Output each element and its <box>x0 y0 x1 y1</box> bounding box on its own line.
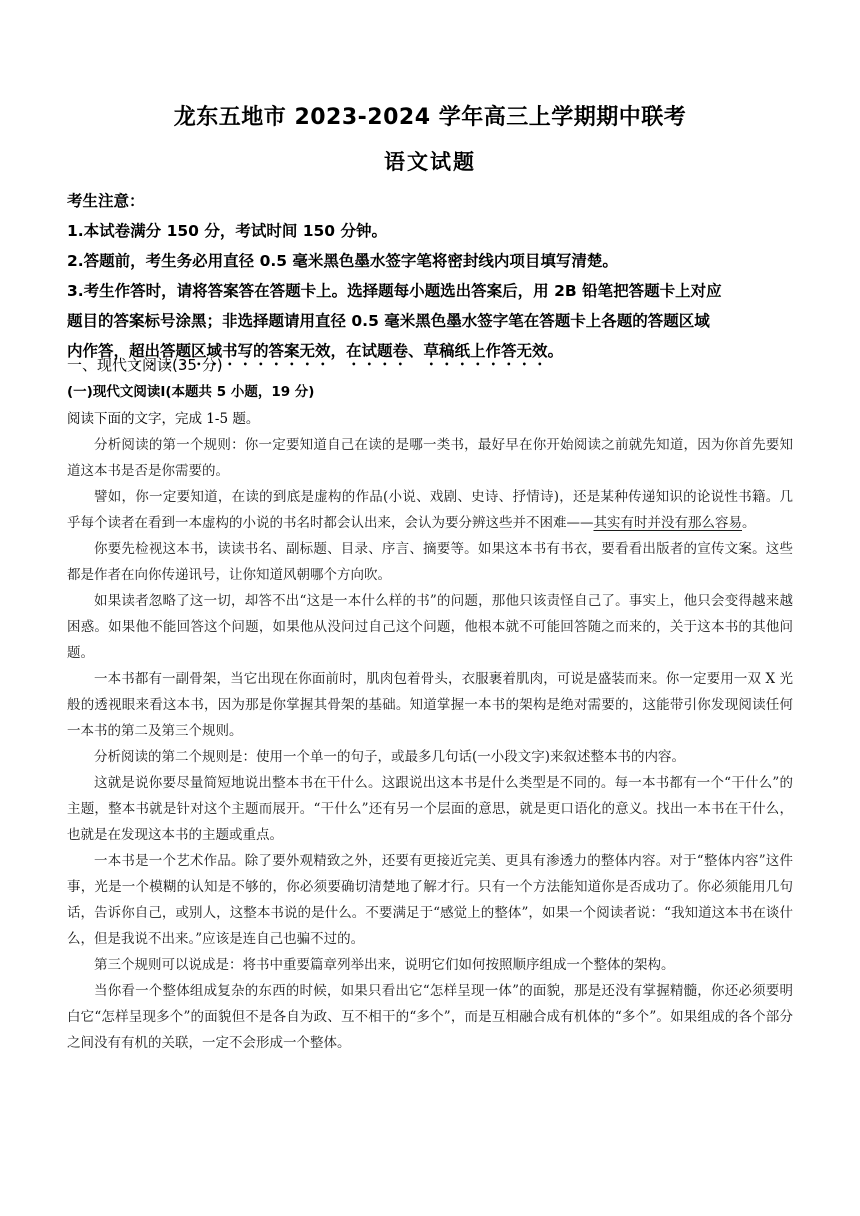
emphasized-text: 超出答题区域书写的答案无效 <box>129 342 331 360</box>
passage-paragraph: 分析阅读的第一个规则：你一定要知道自己在读的是哪一类书，最好早在你开始阅读之前就先知道，因为你首先要知道这本书是否是你需要的。 <box>67 437 793 479</box>
notice-item-2: 2.答题前，考生务必用直径 0.5 毫米黑色墨水签字笔将密封线内项目填写清楚。 <box>67 252 618 270</box>
notice-item-3-line-1: 3.考生作答时，请将答案答在答题卡上。选择题每小题选出答案后，用 2B 铅笔把答题卡上对应 <box>67 282 722 300</box>
notice-text: 内作答， <box>67 342 130 360</box>
passage-paragraph: 如果读者忽略了这一切，却答不出“这是一本什么样的书”的问题，那他只该责怪自己了。事实上，他只会变得越来越困惑。如果他不能回答这个问题，如果他从没问过自己这个问题，他根本就不可能回答随之而来的，关于这本书的其他问题。 <box>67 593 793 661</box>
passage-text: 。 <box>742 515 756 531</box>
underlined-text: 其实有时并没有那么容易 <box>593 515 742 531</box>
notice-text: ， <box>330 342 347 360</box>
passage-text: 譬如，你一定要知道，在读的到底是虚构的作品(小说、戏剧、史诗、抒情诗)，还是某种传递知识的论说性书籍。几乎每个读者在看到一本虚构的小说的书名时都会认出来，会认为要分辨这些并不困难—— <box>67 489 793 531</box>
notice-text: 。 <box>547 342 564 360</box>
notice-item-3-line-2: 题目的答案标号涂黑；非选择题请用直径 0.5 毫米黑色墨水签字笔在答题卡上各题的答题区域 <box>67 312 710 330</box>
passage-paragraph: 这就是说你要尽量简短地说出整本书在干什么。这跟说出这本书是什么类型是不同的。每一本书都有一个“干什么”的主题，整本书就是针对这个主题而展开。“干什么”还有另一个层面的意思，就是更口语化的意义。找出一本书在干什么，也就是在发现这本书的主题或重点。 <box>67 775 793 843</box>
reading-passage <box>67 432 793 1056</box>
reading-instruction: 阅读下面的文字，完成 1-5 题。 <box>67 411 260 427</box>
passage-paragraph: 一本书是一个艺术作品。除了要外观精致之外，还要有更接近完美、更具有渗透力的整体内容。对于“整体内容”这件事，光是一个模糊的认知是不够的，你必须要确切清楚地了解才行。只有一个方法能知道你是否成功了。你必须能用几句话，告诉你自己，或别人，这整本书说的是什么。不要满足于“感觉上的整体”，如果一个阅读者说：“我知道这本书在谈什么，但是我说不出来。”应该是连自己也骗不过的。 <box>67 853 793 947</box>
exam-title: 龙东五地市 2023-2024 学年高三上学期期中联考 <box>173 105 687 130</box>
passage-paragraph: 一本书都有一副骨架，当它出现在你面前时，肌肉包着骨头，衣服裹着肌肉，可说是盛装而来。你一定要用一双 X 光般的透视眼来看这本书，因为那是你掌握其骨架的基础。知道掌握一本书的架构是绝对需要的，这能带引你发现阅读任何一本书的第二及第三个规则。 <box>67 671 793 739</box>
notice-heading: 考生注意： <box>67 192 145 210</box>
notice-item-1: 1.本试卷满分 150 分，考试时间 150 分钟。 <box>67 222 387 240</box>
passage-paragraph: 分析阅读的第二个规则是：使用一个单一的句子，或最多几句话(一小段文字)来叙述整本书的内容。 <box>94 749 686 765</box>
section-heading: 一、现代文阅读(35 分) <box>67 356 223 374</box>
passage-paragraph: 第三个规则可以说成是：将书中重要篇章列举出来，说明它们如何按照顺序组成一个整体的架构。 <box>94 957 675 973</box>
passage-paragraph <box>67 484 793 536</box>
notice-block <box>67 186 793 366</box>
passage-paragraph: 你要先检视这本书，读读书名、副标题、目录、序言、摘要等。如果这本书有书衣，要看看出版者的宣传文案。这些都是作者在向你传递讯号，让你知道风朝哪个方向吹。 <box>67 541 793 583</box>
passage-paragraph: 当你看一个整体组成复杂的东西的时候，如果只看出它“怎样呈现一体”的面貌，那是还没有掌握精髓，你还必须要明白它“怎样呈现多个”的面貌但不是各自为政、互不相干的“多个”，而是互相融合成有机体的“多个”。如果组成的各个部分之间没有有机的关联，一定不会形成一个整体。 <box>67 983 793 1051</box>
emphasized-text: 在试题卷、草稿纸上作答无效 <box>346 342 548 360</box>
subsection-heading: (一)现代文阅读Ⅰ(本题共 5 小题，19 分) <box>67 384 315 400</box>
exam-subject-title: 语文试题 <box>384 150 476 174</box>
